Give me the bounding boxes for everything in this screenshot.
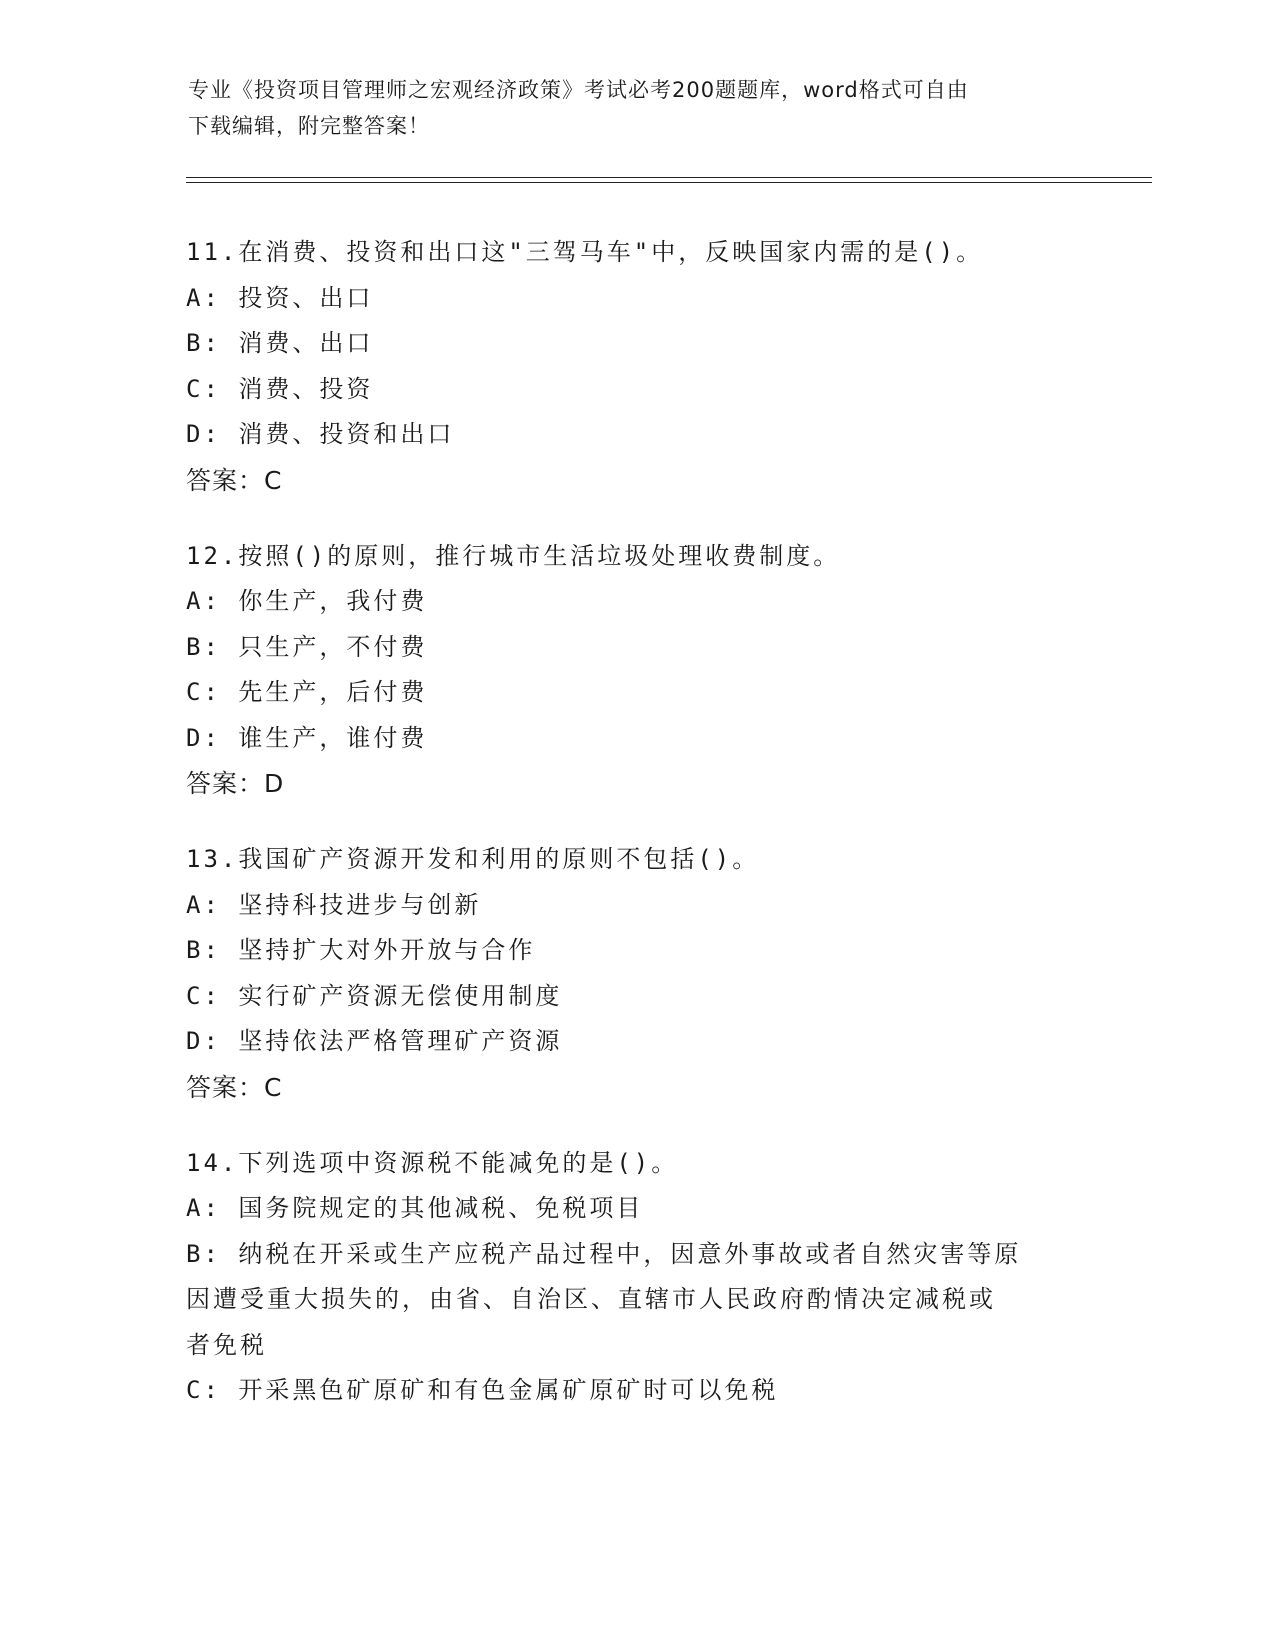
header-line-1: 专业《投资项目管理师之宏观经济政策》考试必考200题题库，word格式可自由 (188, 78, 969, 102)
option-a: A: 投资、出口 (186, 283, 374, 312)
option-a: A: 国务院规定的其他减税、免税项目 (186, 1194, 644, 1222)
option-d: D: 谁生产，谁付费 (186, 723, 428, 752)
option-d: D: 坚持依法严格管理矿产资源 (186, 1027, 563, 1055)
option-c: C: 实行矿产资源无偿使用制度 (186, 981, 563, 1010)
question-list (186, 230, 1086, 1444)
question-12 (186, 534, 1086, 808)
question-stem: 14.下列选项中资源税不能减免的是()。 (186, 1148, 679, 1177)
option-a: A: 坚持科技进步与创新 (186, 890, 482, 919)
option-c: C: 开采黑色矿原矿和有色金属矿原矿时可以免税 (186, 1376, 779, 1404)
answer: 答案：D (186, 769, 285, 798)
option-c: C: 先生产，后付费 (186, 678, 428, 706)
option-b-line-1: B: 纳税在开采或生产应税产品过程中，因意外事故或者自然灾害等原 (186, 1239, 1022, 1268)
option-b-line-2: 因遭受重大损失的，由省、自治区、直辖市人民政府酌情决定减税或 (186, 1285, 996, 1313)
question-stem: 13.我国矿产资源开发和利用的原则不包括()。 (186, 845, 760, 873)
option-b: B: 消费、出口 (186, 329, 374, 357)
question-13 (186, 837, 1086, 1111)
answer: 答案：C (186, 465, 283, 495)
option-b: B: 只生产，不付费 (186, 632, 428, 661)
document-header (188, 72, 1068, 144)
option-a: A: 你生产，我付费 (186, 587, 428, 615)
header-line-2: 下载编辑，附完整答案！ (188, 114, 430, 138)
question-stem: 12.按照()的原则，推行城市生活垃圾处理收费制度。 (186, 541, 841, 570)
question-14 (186, 1141, 1086, 1414)
header-divider-bottom (186, 182, 1152, 183)
option-b-line-3: 者免税 (186, 1330, 267, 1359)
header-divider-top (186, 177, 1152, 178)
question-stem: 11.在消费、投资和出口这"三驾马车"中，反映国家内需的是()。 (186, 238, 984, 266)
option-b: B: 坚持扩大对外开放与合作 (186, 936, 536, 964)
option-c: C: 消费、投资 (186, 374, 374, 403)
answer: 答案：C (186, 1072, 283, 1102)
option-d: D: 消费、投资和出口 (186, 420, 455, 448)
question-11 (186, 230, 1086, 504)
